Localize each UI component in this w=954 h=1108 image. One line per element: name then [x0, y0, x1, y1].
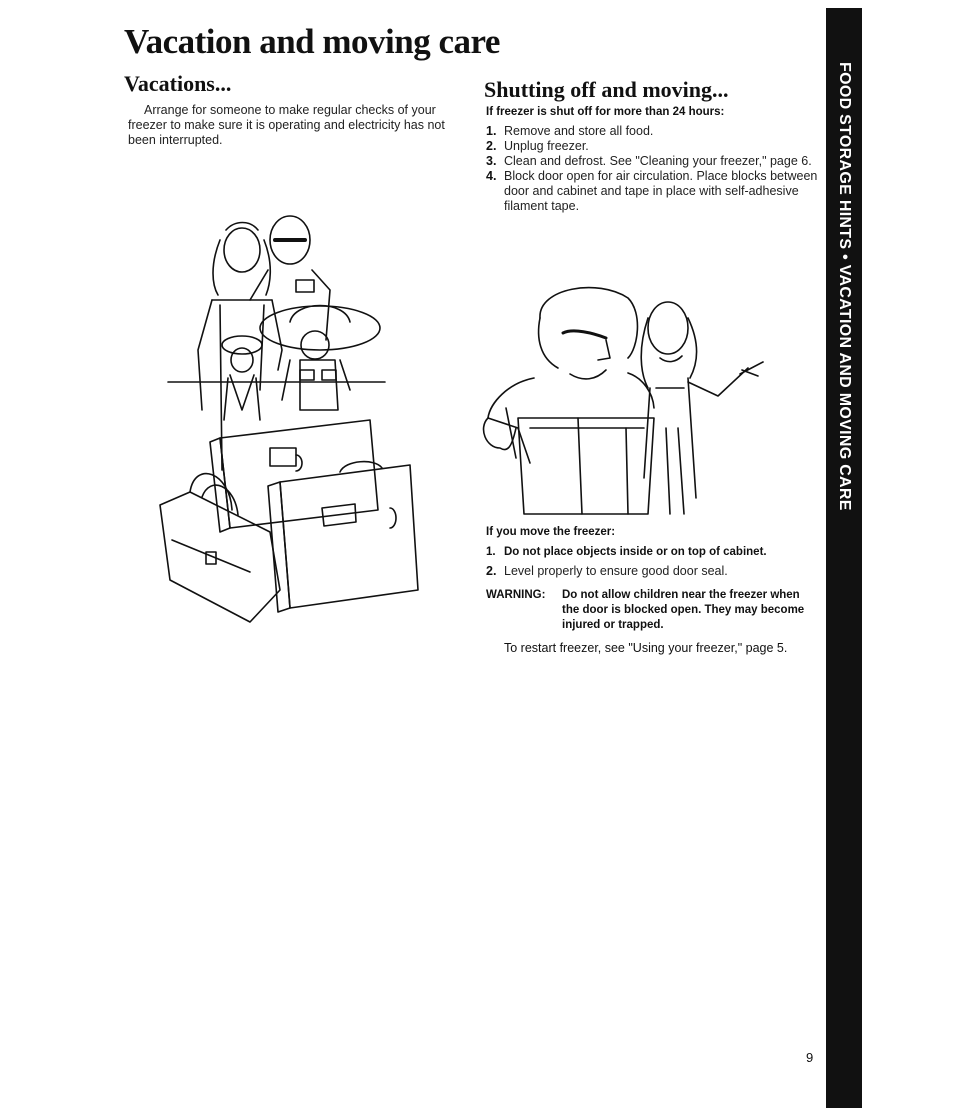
moving-steps [486, 545, 818, 559]
warning-text: Do not allow children near the freezer when the door is blocked open. They may become injured or trapped. [562, 589, 805, 631]
sidebar-label: FOOD STORAGE HINTS • VACATION AND MOVING CARE [836, 62, 853, 511]
moving-steps-normal [486, 564, 818, 579]
list-item: 1. Remove and store all food. [486, 124, 654, 138]
moving-section [486, 525, 818, 656]
list-item: 3. Clean and defrost. See "Cleaning your freezer," page 6. [486, 154, 812, 168]
page-title: Vacation and moving care [124, 22, 500, 61]
vacations-text: Arrange for someone to make regular checks of your freezer to make sure it is operating and electricity has not been interrupted. [128, 103, 445, 147]
shutting-off-section [486, 105, 818, 214]
warning-label: WARNING: [486, 589, 546, 601]
shutting-off-subheading: If freezer is shut off for more than 24 hours: [486, 106, 725, 118]
warning-block [486, 588, 818, 633]
list-item: 2. Level properly to ensure good door seal. [486, 564, 728, 578]
moving-subheading: If you move the freezer: [486, 526, 616, 538]
moving-freezer-illustration [478, 278, 778, 520]
restart-text: To restart freezer, see "Using your freezer," page 5. [504, 641, 788, 655]
shutting-off-steps [486, 124, 818, 214]
list-item: 4. Block door open for air circulation. Place blocks between door and cabinet and tape in place with self-adhesive filament tape. [486, 169, 818, 213]
page-number: 9 [806, 1050, 814, 1065]
list-item: 2. Unplug freezer. [486, 139, 589, 153]
vacations-heading: Vacations... [124, 71, 232, 96]
shutting-off-heading: Shutting off and moving... [484, 77, 729, 102]
family-luggage-illustration [150, 210, 450, 630]
list-item: 1. Do not place objects inside or on top of cabinet. [486, 546, 767, 558]
